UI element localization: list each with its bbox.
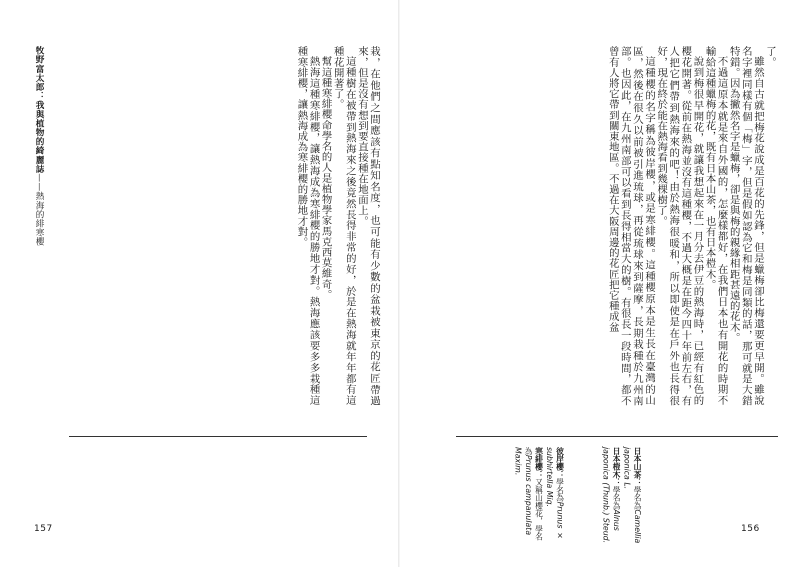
footnote-text: 學名為	[612, 486, 621, 510]
footnote-term: 日本榿木：	[612, 447, 621, 486]
running-head-section: 熱海的緋寒櫻	[34, 191, 44, 247]
footnote-block	[512, 447, 565, 547]
running-head	[34, 46, 44, 246]
left-body-text	[230, 46, 380, 406]
footnote-term: 彼岸櫻：	[555, 447, 565, 479]
footnote-block	[600, 447, 642, 547]
page-number: 156	[741, 524, 760, 534]
running-head-title: 牧野富太郎：我與植物的綺麗誌	[34, 46, 44, 174]
paragraph: 雖然自古就把梅花說成是百花的先鋒，但是蠟梅卻比梅還要更早開。雖說名字裡同樣有個「梅」字，但是假如認為它和梅是同類的話，那可就是大錯特錯。因為撇然名字是蠟梅，卻是與梅的親緣相距甚遠的花木。	[727, 46, 764, 406]
paragraph: 了。	[764, 46, 776, 68]
footnote-term: 日本山茶：	[633, 447, 642, 486]
footnote-text: 學名為	[633, 486, 642, 510]
footnote-text: 又稱山櫻花，學名為	[524, 447, 544, 541]
footnote-latin: Alnus japonica (Thunb.) Steud.	[601, 447, 621, 544]
paragraph: 不過這原本就是來自外國的，怎麼樣都好，在我們日本也有開花的時期不輸給這種蠟梅的花，既有日本山茶，也有日本榿木。	[703, 46, 728, 406]
footnote-text: 學名為	[555, 478, 565, 502]
paragraph: 這種櫻的名字稱為彼岸櫻，或是寒緋櫻。這種櫻原本是生長在臺灣的山區，然後在很久以前被引進琉球，再從琉球來到薩摩，長期栽種於九州南部。也因此，在九州南部可以看到長得相當大的樹。有很長一段時間，都不曾有人將它帶到關東地區。不過在大阪周邊的花匠把它種成盆	[606, 46, 656, 406]
paragraph: 幫這種寒緋櫻命學名的人是植物學家馬克西莫維奇。	[319, 56, 332, 301]
paragraph: 說到梅很早開花，就讓我想起來在一月分去伊豆的熱海時，已經有紅色的櫻花開著。從前在熱海並沒有這種櫻，不過大概是在距今四十年前左右，有人把它們帶到熱海來的吧！由於熱海很暖和，所以即使是在戶外也長得很好，現在終於能在熱海看到幾棵樹了。	[655, 46, 704, 406]
footnote-rule	[456, 436, 778, 437]
footnote-rule	[69, 436, 367, 437]
footnote-latin: Prunus campanulata Maxim.	[513, 447, 533, 536]
right-body-text	[488, 46, 776, 406]
footnote-latin: Prunus × subhirtella Miq.	[545, 447, 565, 540]
footnote-latin: Camellia japonica L.	[622, 447, 642, 544]
paragraph: 熱海這種寒緋櫻，讓熱海成為寒緋櫻的勝地才對。熱海應該要多多栽種這種寒緋櫻，讓熱海成為寒緋櫻的勝地才對。	[295, 46, 320, 406]
paragraph: 這種樹在被帶到熱海來之後竟然長得非常的好，於是在熱海就年年都有這種花開著了。	[331, 46, 356, 406]
page-number: 157	[34, 524, 53, 534]
left-page	[0, 0, 399, 567]
footnote-term: 寒緋櫻：	[534, 447, 544, 479]
running-head-dash: ——	[34, 173, 44, 192]
paragraph: 栽，在他們之間應該有點知名度，也可能有少數的盆栽被東京的花匠帶過來，但是沒有想到要直接種在地面上。	[355, 46, 380, 406]
